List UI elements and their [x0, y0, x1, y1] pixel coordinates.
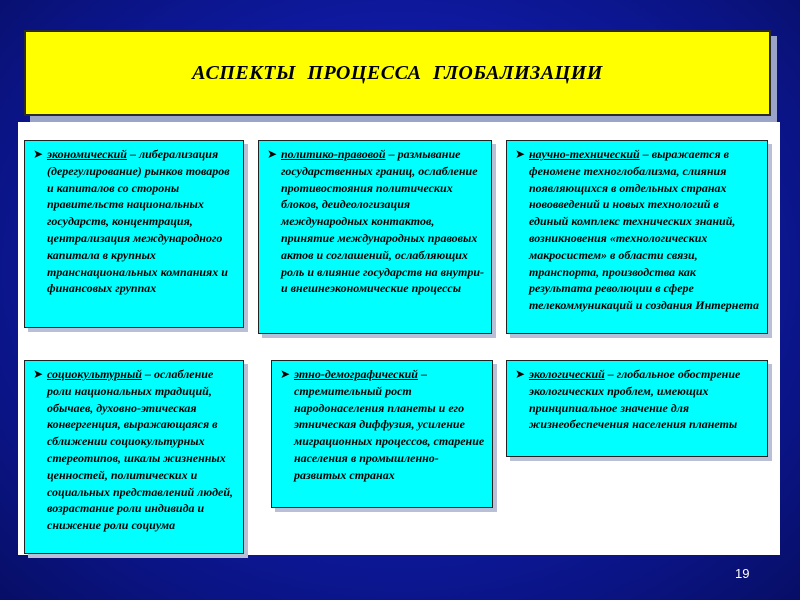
aspect-card-scientific-technical	[506, 140, 768, 334]
aspect-card-economic	[24, 140, 244, 328]
aspect-description: – ослабление роли национальных традиций, обычаев, духовно-этическая конвергенция, выражающаяся в сближении социокультурных стереотипов, шкалы жизненных ценностей, политических и социальных представлений людей, возрастание роли индивида и снижение роли социума	[47, 367, 234, 533]
aspect-card-text	[529, 366, 761, 433]
aspect-description: – глобальное обострение экологических проблем, имеющих принципиальное значение для жизнеобеспечения населения планеты	[529, 367, 741, 432]
title-box	[24, 30, 771, 116]
aspect-term: экономический	[47, 147, 127, 161]
aspect-description: – выражается в феномене техноглобализма, слияния появляющихся в отдельных странах нововведений и новых технологий в единый комплекс технических знаний, возникновения «технологических макросистем» в области связи, транспорта, производства как результата революции в сфере телекоммуникаций и создания Интернета	[529, 147, 759, 313]
aspect-card-text	[294, 366, 486, 484]
aspect-card-text	[47, 366, 237, 534]
arrowhead-bullet-icon: ➤	[515, 147, 526, 161]
aspect-term: научно-технический	[529, 147, 640, 161]
aspect-card-ecological	[506, 360, 768, 457]
arrowhead-bullet-icon: ➤	[33, 367, 44, 381]
aspect-card-ethno-demographic	[271, 360, 493, 508]
arrowhead-bullet-icon: ➤	[280, 367, 291, 381]
aspect-term: социокультурный	[47, 367, 142, 381]
aspect-card-text	[529, 146, 761, 314]
aspect-term: этно-демографический	[294, 367, 418, 381]
aspect-term: экологический	[529, 367, 605, 381]
arrowhead-bullet-icon: ➤	[267, 147, 278, 161]
aspect-term: политико-правовой	[281, 147, 386, 161]
aspect-card-text	[281, 146, 485, 297]
arrowhead-bullet-icon: ➤	[515, 367, 526, 381]
aspect-description: – либерализация (дерегулирование) рынков товаров и капиталов со стороны правительств национальных государств, концентрация, централизация международного капитала в крупных транснациональных компаниях и финансовых группах	[47, 147, 230, 296]
aspect-card-socio-cultural	[24, 360, 244, 554]
aspect-card-political-legal	[258, 140, 492, 334]
aspect-card-text	[47, 146, 237, 297]
aspect-description: – стремительный рост народонаселения планеты и его этническая диффузия, усиление миграционных процессов, старение населения в промышленно-развитых странах	[294, 367, 485, 482]
slide-title: АСПЕКТЫ ПРОЦЕССА ГЛОБАЛИЗАЦИИ	[192, 61, 603, 84]
page-number: 19	[735, 566, 750, 581]
arrowhead-bullet-icon: ➤	[33, 147, 44, 161]
aspect-description: – размывание государственных границ, ослабление противостояния политических блоков, деидеологизация международных контактов, принятие международных правовых актов и соглашений, ослабляющих роль и влияние государств на внутри- и внешнеэкономические процессы	[281, 147, 485, 296]
